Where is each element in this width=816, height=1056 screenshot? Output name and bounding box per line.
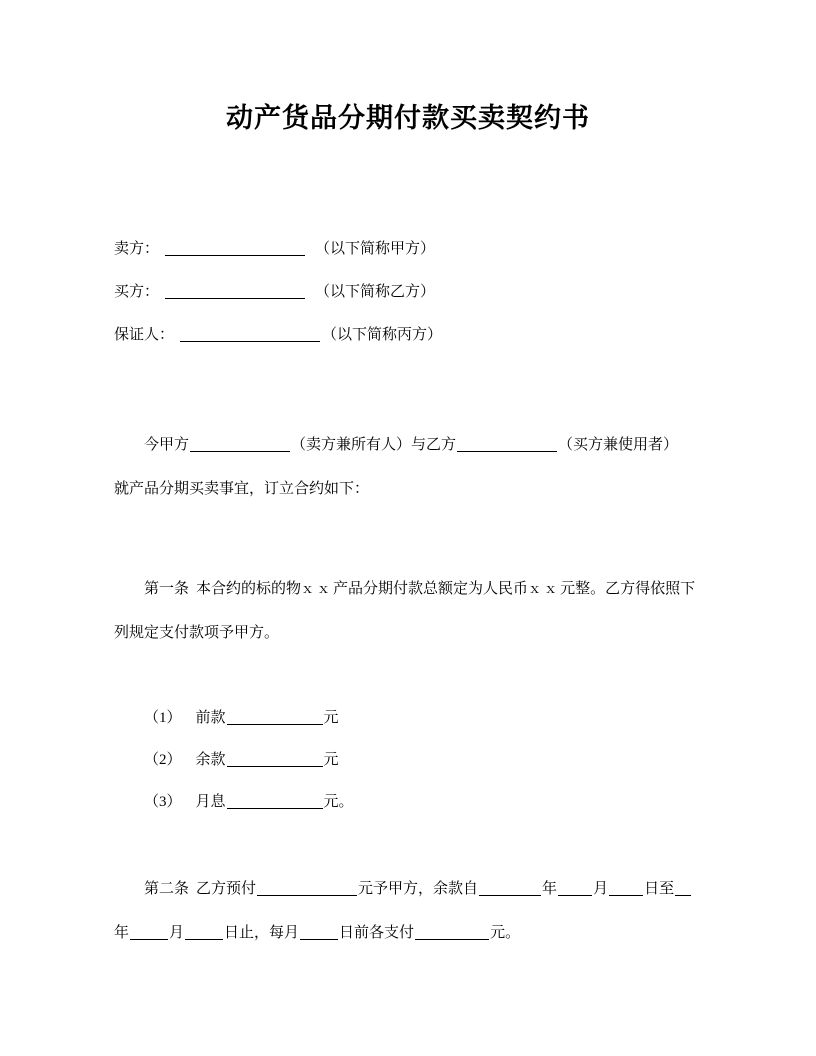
seller-name-blank[interactable]	[165, 240, 305, 256]
article-1-seg-2: 产品分期付款总额定为人民币	[333, 581, 529, 597]
article-2-seg-3: 年	[542, 881, 558, 897]
preamble-seg-3: （买方兼使用者）	[558, 437, 679, 453]
preamble-line-2	[114, 467, 706, 511]
payment-item-2-number: （2）	[144, 752, 182, 768]
party-line-guarantor	[114, 326, 706, 369]
article-1-placeholder-2: ｘｘ	[528, 581, 561, 596]
preamble-seg-2: （卖方兼所有人）与乙方	[291, 437, 457, 453]
article-2-start-month-blank[interactable]	[558, 880, 592, 896]
payment-item-3-blank[interactable]	[227, 793, 323, 809]
preamble-party-a-blank[interactable]	[190, 436, 290, 452]
seller-label: 卖方：	[114, 241, 160, 257]
buyer-name-blank[interactable]	[165, 283, 305, 299]
payment-item-1	[114, 697, 706, 739]
payment-item-2-label: 余款	[195, 752, 226, 768]
article-2-seg-8: 日止，每月	[224, 925, 300, 941]
payment-item-1-blank[interactable]	[227, 709, 323, 725]
article-1-placeholder-1: ｘｘ	[301, 581, 334, 596]
seller-alias-note: （以下简称甲方）	[315, 241, 436, 257]
party-line-buyer	[114, 283, 706, 326]
buyer-label: 买方：	[114, 284, 160, 300]
article-2-prepay-blank[interactable]	[257, 880, 357, 896]
article-2-installment-blank[interactable]	[415, 924, 489, 940]
preamble-party-b-blank[interactable]	[457, 436, 557, 452]
article-1-heading: 第一条	[144, 581, 190, 597]
guarantor-name-blank[interactable]	[180, 326, 320, 342]
payment-item-3-label: 月息	[195, 794, 226, 810]
article-2-end-day-blank[interactable]	[185, 924, 223, 940]
payment-item-3-number: （3）	[144, 794, 182, 810]
article-2-line-1	[114, 867, 706, 911]
article-2-heading: 第二条	[144, 881, 190, 897]
payment-item-2	[114, 739, 706, 781]
article-2-monthly-day-blank[interactable]	[300, 924, 338, 940]
article-2-seg-1: 乙方预付	[196, 881, 257, 897]
guarantor-alias-note: （以下简称丙方）	[322, 327, 443, 343]
article-1-paragraph	[114, 567, 706, 655]
payment-item-3	[114, 781, 706, 823]
preamble-seg-4: 就产品分期买卖事宜，订立合约如下：	[114, 481, 370, 497]
article-2-seg-10: 元。	[490, 925, 521, 941]
article-2-seg-4: 月	[593, 881, 609, 897]
preamble-seg-1: 今甲方	[144, 437, 190, 453]
article-2-end-month-blank[interactable]	[130, 924, 168, 940]
article-2-start-year-blank[interactable]	[479, 880, 541, 896]
article-2-end-year-blank-part1[interactable]	[675, 880, 691, 896]
article-2-seg-2: 元予甲方，余款自	[358, 881, 479, 897]
payment-item-1-number: （1）	[144, 710, 182, 726]
payment-item-2-blank[interactable]	[227, 751, 323, 767]
payment-item-1-label: 前款	[195, 710, 226, 726]
payment-item-1-unit: 元	[323, 710, 339, 726]
article-1-seg-1: 本合约的标的物	[196, 581, 302, 597]
article-2-seg-7: 月	[169, 925, 185, 941]
guarantor-label: 保证人：	[114, 327, 175, 343]
article-2-seg-5: 日至	[644, 881, 675, 897]
article-2-start-day-blank[interactable]	[609, 880, 643, 896]
article-2-seg-9: 日前各支付	[339, 925, 415, 941]
article-2-line-2	[114, 911, 706, 955]
payment-item-3-unit: 元。	[323, 794, 354, 810]
preamble-line-1	[114, 423, 706, 467]
document-body	[114, 240, 706, 955]
party-line-seller	[114, 240, 706, 283]
article-1-seg-3: 元整。乙方得依照下列规定支付款项予甲方。	[114, 581, 696, 641]
buyer-alias-note: （以下简称乙方）	[315, 284, 436, 300]
page-title: 动产货品分期付款买卖契约书	[226, 103, 590, 133]
article-2-seg-6: 年	[114, 925, 130, 941]
payment-item-2-unit: 元	[323, 752, 339, 768]
